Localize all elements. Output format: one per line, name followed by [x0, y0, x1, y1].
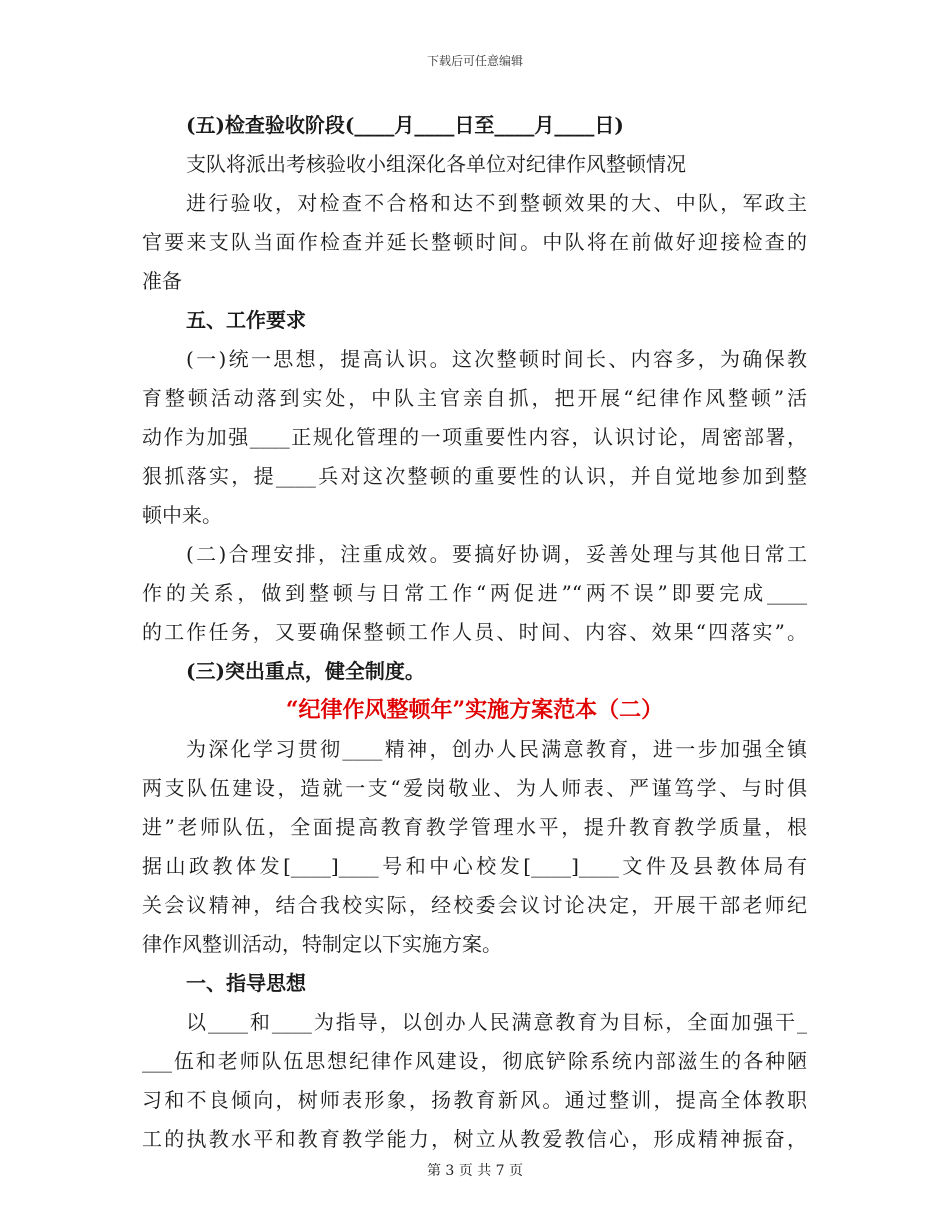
- paragraph-line: 的工作任务，又要确保整顿工作人员、时间、内容、效果“四落实”。: [142, 620, 807, 644]
- paragraph-line: 律作风整训活动，特制定以下实施方案。: [142, 932, 502, 956]
- paragraph-line: 官要来支队当面作检查并延长整顿时间。中队将在前做好迎接检查的: [142, 230, 807, 254]
- section-heading-inspection: (五)检查验收阶段(____月____日至____月____日): [186, 113, 624, 137]
- paragraph-line: 两支队伍建设，造就一支“爱岗敬业、为人师表、严谨笃学、与时俱: [142, 776, 807, 800]
- paragraph-line: (一)统一思想，提高认识。这次整顿时间长、内容多，为确保教: [186, 347, 807, 371]
- paragraph-line: 狠抓落实，提____兵对这次整顿的重要性的认识，并自觉地参加到整: [142, 464, 807, 488]
- document-title: “纪律作风整顿年”实施方案范本（二）: [285, 697, 664, 723]
- paragraph-line: 以____和____为指导，以创办人民满意教育为目标，全面加强干_: [186, 1010, 807, 1034]
- paragraph-line: 顿中来。: [142, 503, 222, 527]
- paragraph-line: 动作为加强____正规化管理的一项重要性内容，认识讨论，周密部署，: [142, 425, 807, 449]
- paragraph-line: 据山政教体发[____]____号和中心校发[____]____文件及县教体局有: [142, 854, 807, 878]
- paragraph-line: (二)合理安排，注重成效。要搞好协调，妥善处理与其他日常工: [186, 542, 807, 566]
- paragraph-line: 工的执教水平和教育教学能力，树立从教爱教信心，形成精神振奋，: [142, 1127, 807, 1151]
- paragraph-line: 进”老师队伍，全面提高教育教学管理水平，提升教育教学质量，根: [142, 815, 807, 839]
- paragraph-line: 为深化学习贯彻____精神，创办人民满意教育，进一步加强全镇: [186, 737, 807, 761]
- paragraph-line: 育整顿活动落到实处，中队主官亲自抓，把开展“纪律作风整顿”活: [142, 386, 807, 410]
- paragraph-line: 准备: [142, 269, 182, 293]
- paragraph-line: ___伍和老师队伍思想纪律作风建设，彻底铲除系统内部滋生的各种陋: [142, 1049, 807, 1073]
- document-body: [142, 106, 807, 1159]
- page-header-note: 下载后可任意编辑: [426, 54, 523, 68]
- paragraph-line: 进行验收，对检查不合格和达不到整顿效果的大、中队，军政主: [186, 191, 807, 215]
- section-heading-requirements: 五、工作要求: [186, 308, 306, 332]
- section-heading-key-points: (三)突出重点，健全制度。: [186, 659, 425, 683]
- section-heading-guiding-thought: 一、指导思想: [186, 971, 306, 995]
- paragraph-line: 支队将派出考核验收小组深化各单位对纪律作风整顿情况: [186, 152, 686, 176]
- paragraph-line: 作的关系，做到整顿与日常工作“两促进”“两不误”即要完成____: [142, 581, 807, 605]
- page-number: 第 3 页 共 7 页: [426, 1163, 524, 1179]
- paragraph-line: 习和不良倾向，树师表形象，扬教育新风。通过整训，提高全体教职: [142, 1088, 807, 1112]
- paragraph-line: 关会议精神，结合我校实际，经校委会议讨论决定，开展干部老师纪: [142, 893, 807, 917]
